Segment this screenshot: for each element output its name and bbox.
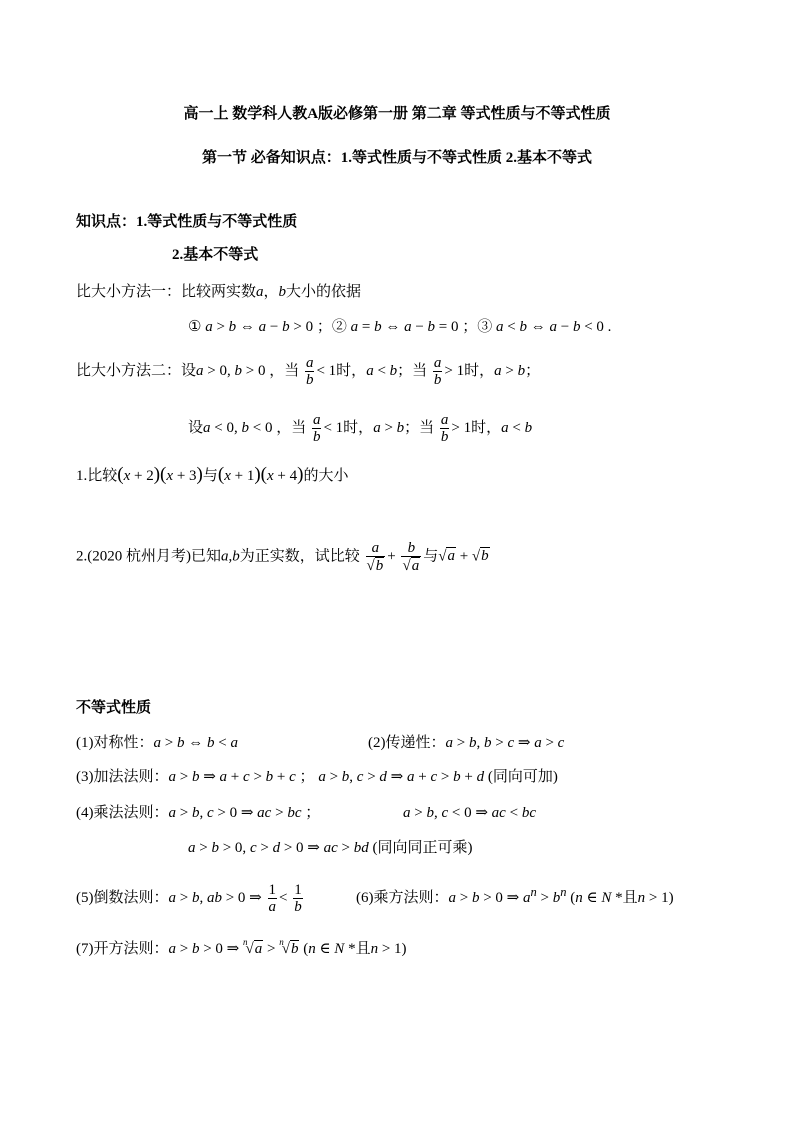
when-text: 时， [336, 362, 367, 379]
method2-label: 比大小方法二：设 [76, 362, 197, 379]
property-1: (1)对称性：a > b ⇔ b < a [76, 735, 238, 751]
q1-prefix: 1.比较 [76, 468, 118, 484]
set-text: 设 [188, 419, 204, 436]
method1-formula: ① a > b ⇔ a − b > 0 ；② a = b ⇔ a − b = 0 ；③ a < b ⇔ a − b < 0 . [188, 319, 612, 335]
q1-mid: 与 [202, 468, 218, 484]
page-subtitle: 第一节 必备知识点：1.等式性质与不等式性质 2.基本不等式 [201, 150, 592, 166]
fraction-a-over-b: $\frac{a}{b}$ [312, 412, 321, 445]
p6-label: (6)乘方法则： [356, 890, 449, 906]
when-text: 时， [464, 362, 495, 379]
when-text: 时， [343, 419, 374, 436]
method1-text: 比大小方法一：比较两实数 [76, 284, 257, 300]
knowledge-label: 知识点：1.等式性质与不等式性质 [76, 214, 298, 230]
method1-rest: 大小的依据 [286, 284, 362, 300]
fraction-a-over-b: $\frac{a}{b}$ [433, 355, 442, 388]
fraction-a-over-sqrt-b: $\frac{a}{√b}$ [366, 540, 384, 574]
p3-note: (同向可加) [487, 769, 558, 785]
p3-label: (3)加法法则： [76, 769, 169, 785]
p7-and: 且 [355, 941, 371, 957]
method1-line: 比大小方法一：比较两实数a，b大小的依据 [76, 284, 362, 300]
property-4c: a > b > 0, c > d > 0 ⇒ ac > bd (同向同正可乘) [188, 840, 473, 856]
q1-suffix: 的大小 [303, 468, 349, 484]
fraction-b-over-sqrt-a: $\frac{b}{√a}$ [402, 540, 420, 574]
property-4b: a > b, c < 0 ⇒ ac < bc [403, 805, 536, 821]
q2-mid: 为正实数，试比较 [239, 548, 360, 565]
property-3: (3)加法法则：a > b ⇒ a + c > b + c ； a > b, c > d ⇒ a + c > b + d (同向可加) [76, 769, 558, 785]
property-5: (5)倒数法则：a > b, ab > 0 ⇒ $\frac{1}{a}$ < $\frac{1}{b}$ [76, 882, 302, 915]
p2-label: (2)传递性： [368, 735, 446, 751]
page-title: 高一上 数学科人教A版必修第一册 第二章 等式性质与不等式性质 [183, 106, 611, 122]
p6-and: 且 [622, 890, 638, 906]
p7-label: (7)开方法则： [76, 941, 169, 957]
knowledge-item-2: 2.基本不等式 [172, 247, 259, 263]
fraction-1-over-b: $\frac{1}{b}$ [294, 882, 302, 915]
method2-line2: 设a < 0, b < 0 ，当 $\frac{a}{b}$ < 1时，a > b；当 $\frac{a}{b}$ > 1时，a < b [188, 412, 533, 445]
fraction-a-over-b: $\frac{a}{b}$ [305, 355, 314, 388]
q2-prefix: 2.(2020 杭州月考)已知 [76, 548, 221, 565]
properties-title: 不等式性质 [76, 700, 152, 716]
p5-label: (5)倒数法则： [76, 889, 169, 906]
when-text: 时， [471, 419, 502, 436]
property-4: (4)乘法法则：a > b, c > 0 ⇒ ac > bc ； [76, 805, 321, 821]
property-7: (7)开方法则：a > b > 0 ⇒ $^n$√a > $^n$√b (n ∈ N *且n > 1) [76, 937, 407, 957]
property-6: (6)乘方法则：a > b > 0 ⇒ $a^n > b^n$ (n ∈ N *且n > 1) [356, 885, 674, 906]
method2-line1: 比大小方法二：设a > 0, b > 0 ，当 $\frac{a}{b}$ < 1时，a < b；当 $\frac{a}{b}$ > 1时，a > b； [76, 355, 541, 388]
fraction-a-over-b: $\frac{a}{b}$ [440, 412, 449, 445]
q2-with: 与 [423, 548, 439, 565]
question-1: 1.比较(x + 2)(x + 3)与(x + 1)(x + 4)的大小 [76, 464, 349, 485]
p1-label: (1)对称性： [76, 735, 154, 751]
property-2: (2)传递性：a > b, b > c ⇒ a > c [368, 735, 565, 751]
fraction-1-over-a: $\frac{1}{a}$ [268, 882, 276, 915]
p4-note: (同向同正可乘) [372, 840, 473, 856]
p4-label: (4)乘法法则： [76, 805, 169, 821]
question-2: 2.(2020 杭州月考)已知a,b为正实数，试比较 $\frac{a}{√b}$ + $\frac{b}{√a}$ 与√a + √b [76, 540, 489, 574]
